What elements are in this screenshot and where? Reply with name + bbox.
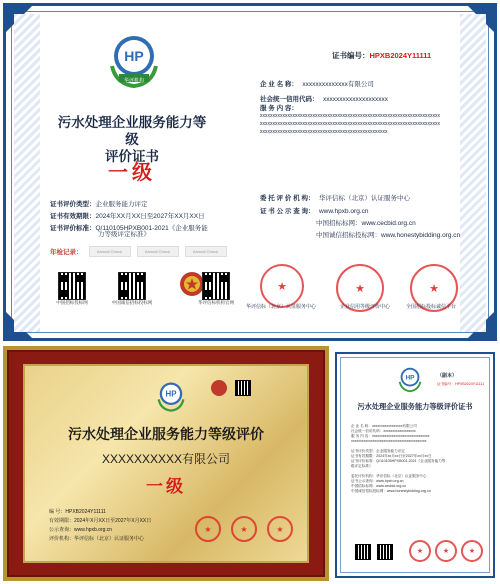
svg-text:HP: HP [165,389,177,399]
qr-block [102,272,162,306]
honest-site-value: www.honestybidding.org.cn [381,232,461,239]
scope-line: xxxxxxxxxxxxxxxxxxxxxxxxxxxxxxxxxxxxxxxxxxxxxxxxxxxxxxxxxxxxxxxxxxxxxxxx [260,121,440,127]
qr-code [355,544,371,560]
annual-badge: Annual Check [137,246,179,257]
seal-caption: 企业信用等级评价中心 [340,304,391,310]
copy-row: 证书评价类型：企业服务能力评定 [351,449,405,453]
company-value: xxxxxxxxxxxxxx有限公司 [302,81,374,88]
copy-row: 社会统一信用代码：xxxxxxxxxxxxxxxxxx [351,429,416,433]
annual-badge: Annual Check [89,246,131,257]
qr-code [235,380,251,396]
plaque-grade: 一级 [146,477,186,496]
eval-type-value: 企业服务能力评定 [95,201,148,208]
red-seal: ★ [336,264,384,312]
copy-row: 中国招标标网：www.cecbid.org.cn [351,484,407,488]
seal-caption: 全国招标投标诚信平台 [406,304,457,310]
copy-row: 证书评价标准：Q/110105HPXB001-2021《企业服务能力等 [351,459,446,463]
red-seal: ★ [260,264,304,308]
credit-code-value: xxxxxxxxxxxxxxxxxxxx [322,96,388,103]
annual-row [50,246,227,257]
side-stripe [14,14,40,332]
emblem-icon [211,380,227,396]
org-label: 委 托 评 价 机 构： [260,195,315,202]
bid-site-value: www.cecbid.org.cn [361,220,416,227]
svg-text:HP: HP [124,48,144,64]
qr-code [202,272,230,300]
copy-row: 级评定标准》 [351,464,373,468]
copy-row: 证书有效期限：2024年xx月xx日至2027年xx月xx日 [351,454,432,458]
qr-caption: 中国诚信招标投标网 [111,300,153,305]
grade: 一级 [108,162,156,184]
copy-row: 企 业 名 称：xxxxxxxxxxxxxxxxx有限公司 [351,424,417,428]
valid-value: 2024年XX月XX日至2027年XX月XX日 [95,213,205,220]
qr-code [58,272,86,300]
svg-text:HP: HP [405,374,415,382]
plaque-number: 编 号：HPXB2024Y11111 [49,509,106,515]
qr-code [118,272,146,300]
copy-number: 证书编号：HPXB2024Y11111 [437,382,485,386]
plaque-title: 污水处理企业服务能力等级评价 [68,426,264,442]
org-logo-icon [395,364,425,394]
red-seal: ★ [231,516,257,542]
plaque-org: 评价机构：华评信标（北京）认证服务中心 [49,536,145,542]
logo-text: 华评机构 [123,78,144,84]
red-seal: ★ [409,540,431,562]
scope-line: xxxxxxxxxxxxxxxxxxxxxxxxxxxxxxxxxxxxxxxxxxxxxxxxxxx [260,129,388,135]
annual-label: 年检记录： [50,249,83,256]
copy-row: 证书公示查询：www.hpxb.org.cn [351,479,404,483]
plaque-details [49,508,151,544]
standard-label: 证书评价标准： [50,225,96,232]
copy-rows [351,424,445,494]
credit-code-label: 社会统一信用代码： [260,96,319,103]
main-certificate [3,3,497,341]
query-label: 证 书 公 示 查 询： [260,208,315,215]
cert-number [332,50,431,61]
plaque-logo [153,378,189,414]
scope-label: 服 务 内 容： [260,105,298,112]
qr-block [186,272,246,306]
plaque-query: 公示查询：www.hpxb.org.cn [49,527,113,533]
qr-caption: 华评信标机构官网 [198,300,234,305]
org-value: 华评信标（北京）认证服务中心 [318,195,410,202]
qr-block [42,272,102,306]
query-value: www.hpxb.org.cn [318,208,369,215]
cert-number-value: HPXB2024Y11111 [369,51,432,60]
plaque-gold-panel [23,364,309,563]
title-line-2: 评价证书 [105,149,159,164]
bid-site-label: 中国招标标网： [316,220,362,227]
copy-row: 服 务 内 容：xxxxxxxxxxxxxxxxxxxxxxxxxxxxxxxx [351,434,430,438]
red-seal: ★ [267,516,293,542]
org-logo-icon [153,378,189,414]
side-stripe [460,14,486,332]
plaque-company: XXXXXXXXXX有限公司 [101,452,231,466]
standard-value: Q/110105HPXB001-2021《企业服务能 [95,225,208,232]
copy-row: 委托评价机构：华评信标（北京）认证服务中心 [351,474,427,478]
copy-row: xxxxxxxxxxxxxxxxxxxxxxxxxxxxxxxxxxxxxxxxxx [351,439,427,443]
standard-value-cont: 力等级评定标准》 [98,231,150,238]
copy-row: 中国诚信招标投标网：www.honestybidding.org.cn [351,489,431,493]
company-label: 企 业 名 称： [260,81,298,88]
title-line-1: 污水处理企业服务能力等级 [57,115,207,147]
qr-caption: 中国招标投标网 [56,300,88,305]
scope-text [260,112,440,136]
honest-site-label: 中国诚信招标投标网： [316,232,381,239]
copy-logo [395,364,425,394]
qr-code [377,544,393,560]
valid-label: 证书有效期限： [50,213,96,220]
copy-title: 污水处理企业服务能力等级评价证书 [357,402,473,411]
seal-caption: 华评信标（北京）认证服务中心 [246,304,317,310]
red-seal: ★ [461,540,483,562]
scope-line: xxxxxxxxxxxxxxxxxxxxxxxxxxxxxxxxxxxxxxxxxxxxxxxxxxxxxxxxxxxxxxxxxxxxxxxx [260,113,440,119]
copy-badge: （副本） [437,373,458,379]
red-seal: ★ [435,540,457,562]
honest-site-row [316,224,460,242]
cert-number-label: 证书编号： [332,51,370,60]
plaque-valid: 有效期限：2024年X月XX日至2027年X月XX日 [49,518,152,524]
copy-certificate [335,352,495,578]
red-seal: ★ [410,264,458,312]
red-seal: ★ [195,516,221,542]
annual-badge: Annual Check [185,246,227,257]
gold-plaque [3,346,329,581]
eval-type-label: 证书评价类型： [50,201,96,208]
